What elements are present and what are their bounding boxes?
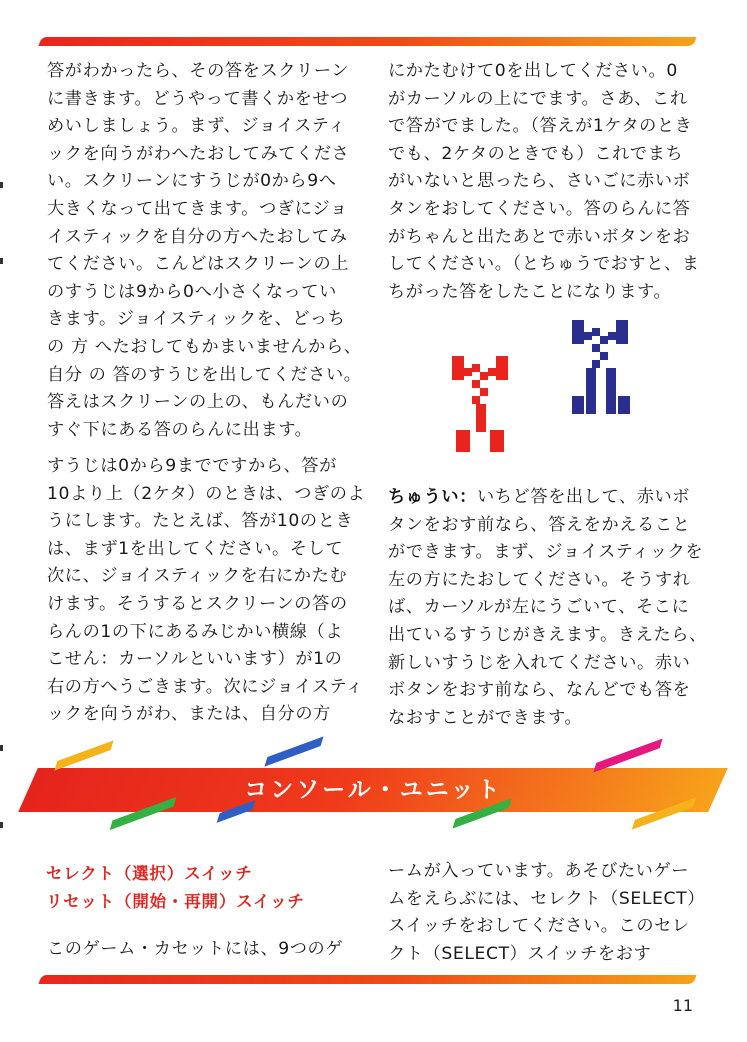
section-banner: [0, 740, 747, 830]
decor-stripe-yellow: [54, 740, 113, 770]
blue-figure-icon: [572, 320, 632, 420]
cartridge-paragraph-start: このゲーム・カセットには、9つのゲ: [47, 939, 344, 959]
instructions-paragraph-2: すうじは0から9までですから、答が 10より上（2ケタ）のときは、つぎのよ うにします。たとえば、答が10のとき は、まず1を出してください。そして 次に、ジョイスティックを右にかたむ けます。そうするとスクリーンの答の らんの1の下にあるみじかい横線（よ こせん：カーソルといいます）が1の 右の方へうごきます。次にジョイスティ ックを向うがわ、または、自分の方: [47, 456, 366, 725]
instructions-paragraph-3: にかたむけて0を出してください。0 がカーソルの上にでます。さあ、これ で答がでました。（答えが1ケタのとき でも、2ケタのときでも）これでまち がいないと思ったら、さいごに赤いボ タンをおしてください。答のらんに答 がちゃんと出たあとで赤いボタンをお してください。（とちゅうでおすと、ま ちがった答をしたことになります。: [388, 61, 700, 302]
bottom-rule: [39, 975, 697, 984]
cartridge-paragraph-continued: ームが入っています。あそびたいゲー ムをえらぶには、セレクト（SELECT） スイッチをおしてください。このセレ クト（SELECT）スイッチをおす: [388, 861, 705, 964]
caution-text: いちど答を出して、赤いボ タンをおす前なら、答えをかえること ができます。まず、ジョイスティックを 左の方にたおしてください。そうすれ ば、カーソルが左にうごいて、そこに 出ているすうじがきえます。きえたら、 新しいすうじを入れてください。赤い ボタンをおす前なら、なんどでも答を なおすことができます。: [388, 487, 707, 728]
decor-stripe-blue: [264, 736, 323, 766]
instructions-paragraph-1: 答がわかったら、その答をスクリーン に書きます。どうやって書くかをせつ めいしましょう。まず、ジョイスティ ックを向うがわへたおしてみてくださ い。スクリーンにすうじが0から9へ 大きくなって出てきます。つぎにジョ イスティックを自分の方へたおしてみ てください。こんどはスクリーンの上 のすうじは9から0へ小さくなってい きます。ジョイスティックを、どっち の 方 へたおしてもかまいませんから、 自分 の 答のすうじを出してください。 答えはスクリーンの上の、もんだいの すぐ下にある答のらんに出ます。: [47, 61, 362, 440]
top-rule: [39, 37, 697, 46]
margin-tick: [0, 258, 3, 264]
margin-tick: [0, 182, 3, 188]
caution-note: [388, 484, 718, 732]
caution-label: ちゅうい：: [388, 487, 477, 507]
section-title: コンソール・ユニット: [244, 777, 503, 803]
section-head-select: セレクト（選択）スイッチ: [46, 864, 253, 883]
red-figure-icon: [452, 356, 512, 456]
page-number: 11: [672, 996, 693, 1015]
section-head-reset: リセット（開始・再開）スイッチ: [46, 892, 305, 911]
